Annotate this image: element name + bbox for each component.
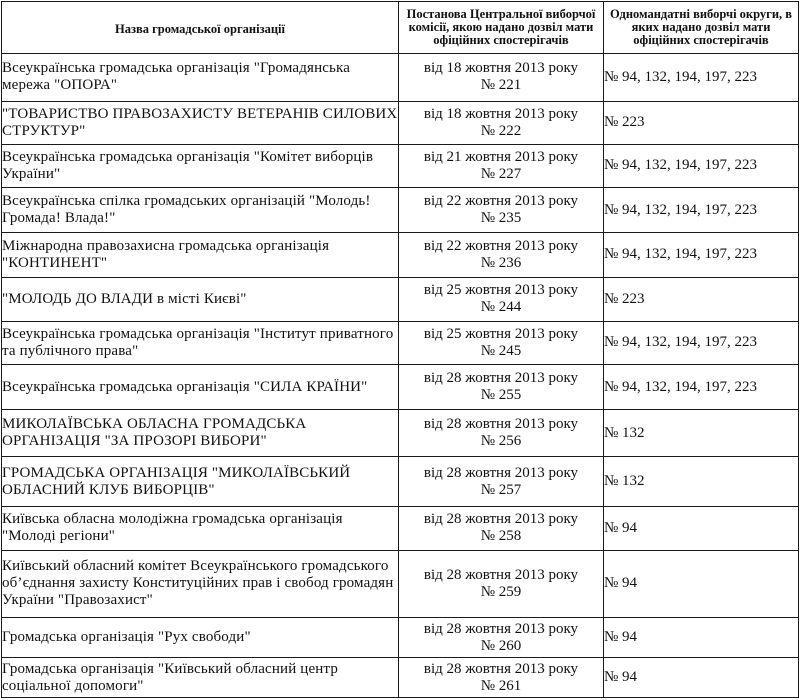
table-header-row: [2, 2, 799, 54]
decision-date: від 18 жовтня 2013 року: [423, 105, 579, 122]
decision-cell: [399, 233, 604, 278]
organization-name-cell: Всеукраїнська громадська організація "Громадянська мережа "ОПОРА": [2, 54, 399, 102]
districts-cell: № 223: [604, 277, 799, 321]
decision-number: № 258: [480, 528, 522, 545]
decision-date: від 28 жовтня 2013 року: [423, 511, 579, 528]
decision-date: від 21 жовтня 2013 року: [423, 148, 579, 165]
decision-date: від 28 жовтня 2013 року: [423, 620, 579, 637]
decision-cell: [399, 277, 604, 321]
decision-cell: [399, 101, 604, 144]
decision-date: від 22 жовтня 2013 року: [423, 237, 579, 254]
districts-cell: № 94, 132, 194, 197, 223: [604, 233, 799, 278]
decision-number: № 260: [480, 637, 522, 654]
header-districts: Одномандатні виборчі округи, в яких надано дозвіл мати офіційних спостерігачів: [604, 2, 799, 54]
decision-number: № 227: [480, 165, 522, 182]
organization-name-cell: Київський обласний комітет Всеукраїнського громадського об’єднання захисту Конституційних прав і свобод громадян України "Правозахист": [2, 550, 399, 617]
organization-name-cell: Всеукраїнська спілка громадських організацій "Молодь! Громада! Влада!": [2, 188, 399, 233]
districts-cell: № 223: [604, 101, 799, 144]
header-cec-decision: Постанова Центральної виборчої комісії, якою надано дозвіл мати офіційних спостерігачів: [399, 2, 604, 54]
decision-cell: [399, 188, 604, 233]
table-row: [2, 188, 799, 233]
districts-cell: № 94: [604, 617, 799, 658]
organization-name-cell: Всеукраїнська громадська організація "Комітет виборців України": [2, 144, 399, 188]
decision-date: від 28 жовтня 2013 року: [423, 660, 579, 677]
districts-cell: № 94, 132, 194, 197, 223: [604, 321, 799, 365]
organization-name-cell: "МОЛОДЬ ДО ВЛАДИ в місті Києві": [2, 277, 399, 321]
table-row: [2, 365, 799, 410]
organization-name-cell: Всеукраїнська громадська організація "СИЛА КРАЇНИ": [2, 365, 399, 410]
decision-number: № 222: [480, 122, 522, 139]
organization-name-cell: Київська обласна молодіжна громадська організація "Молоді регіони": [2, 507, 399, 551]
table-row: [2, 507, 799, 551]
decision-cell: [399, 456, 604, 506]
organization-name-cell: "ТОВАРИСТВО ПРАВОЗАХИСТУ ВЕТЕРАНІВ СИЛОВИХ СТРУКТУР": [2, 101, 399, 144]
decision-date: від 25 жовтня 2013 року: [423, 282, 579, 299]
decision-date: від 28 жовтня 2013 року: [423, 416, 579, 433]
decision-number: № 255: [480, 387, 522, 404]
decision-date: від 28 жовтня 2013 року: [423, 566, 579, 583]
decision-cell: [399, 410, 604, 457]
decision-date: від 22 жовтня 2013 року: [423, 193, 579, 210]
districts-cell: № 94: [604, 658, 799, 698]
table-body: [2, 54, 799, 698]
decision-number: № 244: [480, 299, 522, 316]
organization-name-cell: ГРОМАДСЬКА ОРГАНІЗАЦІЯ "МИКОЛАЇВСЬКИЙ ОБЛАСНИЙ КЛУБ ВИБОРЦІВ": [2, 456, 399, 506]
decision-date: від 28 жовтня 2013 року: [423, 370, 579, 387]
districts-cell: № 94, 132, 194, 197, 223: [604, 365, 799, 410]
table-row: [2, 617, 799, 658]
decision-cell: [399, 321, 604, 365]
decision-number: № 257: [480, 481, 522, 498]
decision-cell: [399, 658, 604, 698]
districts-cell: № 132: [604, 456, 799, 506]
decision-number: № 235: [480, 210, 522, 227]
table-row: [2, 456, 799, 506]
organization-name-cell: Громадська організація "Рух свободи": [2, 617, 399, 658]
decision-date: від 28 жовтня 2013 року: [423, 464, 579, 481]
decision-cell: [399, 54, 604, 102]
decision-date: від 18 жовтня 2013 року: [423, 60, 579, 77]
districts-cell: № 94, 132, 194, 197, 223: [604, 54, 799, 102]
organization-name-cell: Громадська організація "Київський обласний центр соціальної допомоги": [2, 658, 399, 698]
organization-name-cell: Міжнародна правозахисна громадська організація "КОНТИНЕНТ": [2, 233, 399, 278]
observer-organizations-table: [1, 1, 799, 698]
decision-number: № 236: [480, 254, 522, 271]
decision-cell: [399, 144, 604, 188]
table-row: [2, 101, 799, 144]
table-row: [2, 54, 799, 102]
districts-cell: № 94: [604, 507, 799, 551]
districts-cell: № 132: [604, 410, 799, 457]
table-row: [2, 658, 799, 698]
organization-name-cell: Всеукраїнська громадська організація "Інститут приватного та публічного права": [2, 321, 399, 365]
decision-cell: [399, 507, 604, 551]
decision-cell: [399, 617, 604, 658]
decision-cell: [399, 550, 604, 617]
decision-number: № 256: [480, 433, 522, 450]
table-row: [2, 410, 799, 457]
organization-name-cell: МИКОЛАЇВСЬКА ОБЛАСНА ГРОМАДСЬКА ОРГАНІЗАЦІЯ "ЗА ПРОЗОРІ ВИБОРИ": [2, 410, 399, 457]
districts-cell: № 94, 132, 194, 197, 223: [604, 144, 799, 188]
decision-number: № 259: [480, 583, 522, 600]
decision-date: від 25 жовтня 2013 року: [423, 325, 579, 342]
table-row: [2, 233, 799, 278]
districts-cell: № 94, 132, 194, 197, 223: [604, 188, 799, 233]
table-row: [2, 321, 799, 365]
decision-number: № 221: [480, 77, 522, 94]
table-row: [2, 277, 799, 321]
header-organization-name: Назва громадської організації: [2, 2, 399, 54]
table-row: [2, 550, 799, 617]
decision-cell: [399, 365, 604, 410]
decision-number: № 245: [480, 342, 522, 359]
decision-number: № 261: [480, 677, 522, 694]
table-row: [2, 144, 799, 188]
districts-cell: № 94: [604, 550, 799, 617]
